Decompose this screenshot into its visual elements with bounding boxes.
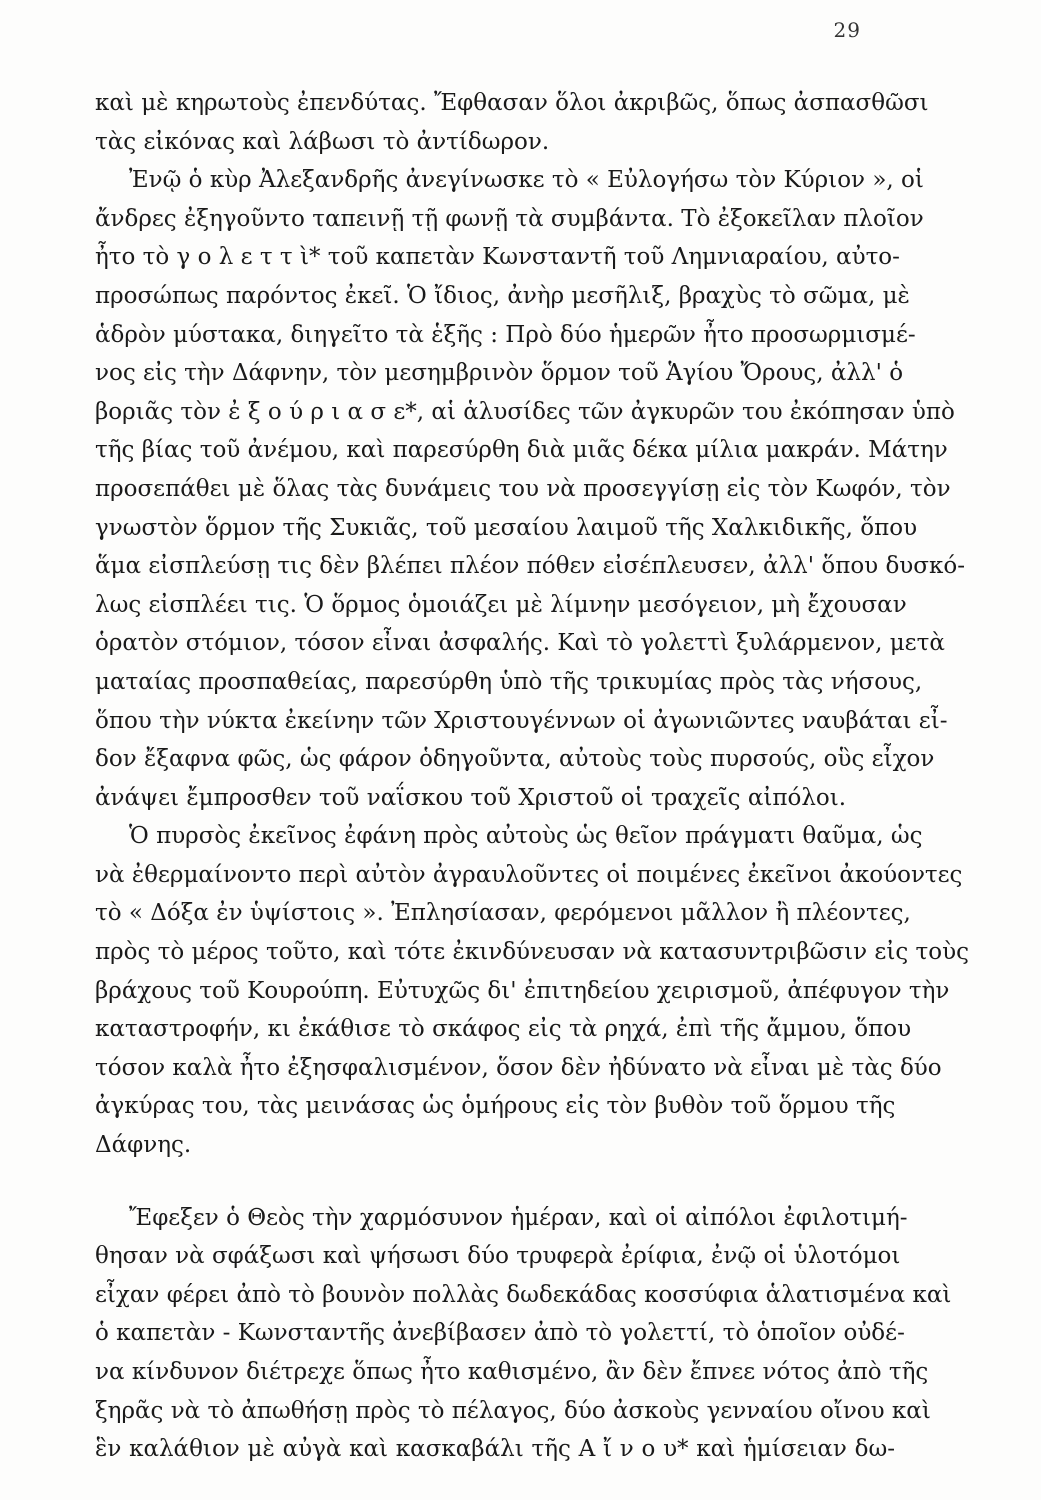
text-line: Ὁ πυρσὸς ἐκεῖνος ἐφάνη πρὸς αὐτοὺς ὡς θεῖον πράγματι θαῦμα, ὡς: [129, 823, 923, 850]
text-line: τόσον καλὰ ἦτο ἐξησφαλισμένον, ὅσον δὲν ἠδύνατο νὰ εἶναι μὲ τὰς δύο: [95, 1054, 942, 1081]
text-line: Δάφνης.: [95, 1132, 192, 1159]
text-line: καταστροφήν, κι ἐκάθισε τὸ σκάφος εἰς τὰ ρηχά, ἐπὶ τῆς ἄμμου, ὅπου: [95, 1016, 912, 1043]
text-line: βράχους τοῦ Κουρούπη. Εὐτυχῶς δι' ἐπιτηδείου χειρισμοῦ, ἀπέφυγον τὴν: [95, 977, 950, 1004]
text-line: προσώπως παρόντος ἐκεῖ. Ὁ ἴδιος, ἀνὴρ μεσῆλιξ, βραχὺς τὸ σῶμα, μὲ: [95, 282, 910, 309]
paragraph-2: [95, 161, 965, 817]
text-line: δον ἔξαφνα φῶς, ὡς φάρον ὁδηγοῦντα, αὐτοὺς τοὺς πυρσούς, οὓς εἶχον: [95, 746, 935, 773]
text-line: γνωστὸν ὅρμον τῆς Συκιᾶς, τοῦ μεσαίου λαιμοῦ τῆς Χαλκιδικῆς, ὅπου: [95, 514, 918, 541]
text-line: Ἔφεξεν ὁ Θεὸς τὴν χαρμόσυνον ἡμέραν, καὶ οἱ αἰπόλοι ἐφιλοτιμή-: [129, 1204, 908, 1231]
text-line: εἶχαν φέρει ἀπὸ τὸ βουνὸν πολλὰς δωδεκάδας κοσσύφια ἁλατισμένα καὶ: [95, 1281, 952, 1308]
page-number: 29: [833, 18, 861, 42]
text-line: νος εἰς τὴν Δάφνην, τὸν μεσημβρινὸν ὅρμον τοῦ Ἁγίου Ὄρους, ἀλλ' ὁ: [95, 360, 904, 387]
text-line: να κίνδυνον διέτρεχε ὅπως ἦτο καθισμένο, ἂν δὲν ἔπνεε νότος ἀπὸ τῆς: [95, 1359, 929, 1385]
text-line: ἦτο τὸ γ ο λ ε τ τ ὶ* τοῦ καπετὰν Κωνσταντῆ τοῦ Λημνιαραίου, αὐτο-: [95, 244, 900, 271]
body-text: [95, 84, 969, 1469]
text-line: ἅμα εἰσπλεύσῃ τις δὲν βλέπει πλέον πόθεν εἰσέπλευσεν, ἀλλ' ὅπου δυσκό-: [95, 553, 965, 580]
text-line: ἄνδρες ἐξηγοῦντο ταπεινῇ τῇ φωνῇ τὰ συμβάντα. Τὸ ἐξοκεῖλαν πλοῖον: [95, 205, 924, 232]
text-line: λως εἰσπλέει τις. Ὁ ὅρμος ὁμοιάζει μὲ λίμνην μεσόγειον, μὴ ἔχουσαν: [95, 591, 907, 618]
text-line: καὶ μὲ κηρωτοὺς ἐπενδύτας. Ἔφθασαν ὅλοι ἀκριβῶς, ὅπως ἀσπασθῶσι: [95, 90, 929, 116]
paragraph-1: [95, 84, 929, 161]
text-line: ἓν καλάθιον μὲ αὐγὰ καὶ κασκαβάλι τῆς Α ἴ ν ο υ* καὶ ἡμίσειαν δω-: [95, 1436, 895, 1463]
text-line: ματαίας προσπαθείας, παρεσύρθη ὑπὸ τῆς τρικυμίας πρὸς τὰς νήσους,: [95, 668, 923, 695]
text-line: ὁ καπετὰν - Κωνσταντῆς ἀνεβίβασεν ἀπὸ τὸ γολεττί, τὸ ὁποῖον οὐδέ-: [95, 1320, 905, 1347]
text-line: ὁρατὸν στόμιον, τόσον εἶναι ἀσφαλής. Καὶ τὸ γολεττὶ ξυλάρμενον, μετὰ: [95, 630, 945, 657]
text-line: ἁδρὸν μύστακα, διηγεῖτο τὰ ἑξῆς : Πρὸ δύο ἡμερῶν ἦτο προσωρμισμέ-: [95, 321, 916, 348]
text-line: βοριᾶς τὸν ἐ ξ ο ύ ρ ι α σ ε*, αἱ ἁλυσίδες τῶν ἀγκυρῶν του ἐκόπησαν ὑπὸ: [95, 398, 955, 425]
text-line: τὰς εἰκόνας καὶ λάβωσι τὸ ἀντίδωρον.: [95, 128, 550, 155]
text-line: ὅπου τὴν νύκτα ἐκείνην τῶν Χριστουγέννων οἱ ἀγωνιῶντες ναυβάται εἶ-: [95, 707, 948, 734]
text-line: ἀνάψει ἔμπροσθεν τοῦ ναΐσκου τοῦ Χριστοῦ οἱ τραχεῖς αἰπόλοι.: [95, 784, 847, 811]
text-line: τὸ « Δόξα ἐν ὑψίστοις ». Ἐπλησίασαν, φερόμενοι μᾶλλον ἢ πλέοντες,: [95, 900, 911, 927]
paragraph-4: [95, 1199, 952, 1469]
paragraph-spacer: [95, 1165, 895, 1199]
text-line: Ἐνῷ ὁ κὺρ Ἀλεξανδρῆς ἀνεγίνωσκε τὸ « Εὐλογήσω τὸν Κύριον », οἱ: [129, 167, 924, 194]
text-line: πρὸς τὸ μέρος τοῦτο, καὶ τότε ἐκινδύνευσαν νὰ κατασυντριβῶσιν εἰς τοὺς: [95, 939, 969, 966]
text-line: προσεπάθει μὲ ὅλας τὰς δυνάμεις του νὰ προσεγγίσῃ εἰς τὸν Κωφόν, τὸν: [95, 475, 951, 502]
text-line: νὰ ἐθερμαίνοντο περὶ αὐτὸν ἀγραυλοῦντες οἱ ποιμένες ἐκεῖνοι ἀκούοντες: [95, 861, 963, 888]
text-line: ἀγκύρας του, τὰς μεινάσας ὡς ὁμήρους εἰς τὸν βυθὸν τοῦ ὅρμου τῆς: [95, 1093, 896, 1120]
paragraph-3: [95, 817, 969, 1164]
text-line: τῆς βίας τοῦ ἀνέμου, καὶ παρεσύρθη διὰ μιᾶς δέκα μίλια μακράν. Μάτην: [95, 437, 948, 464]
text-line: ξηρᾶς νὰ τὸ ἀπωθήσῃ πρὸς τὸ πέλαγος, δύο ἀσκοὺς γενναίου οἴνου καὶ: [95, 1397, 931, 1424]
text-line: θησαν νὰ σφάξωσι καὶ ψήσωσι δύο τρυφερὰ ἐρίφια, ἐνῷ οἱ ὑλοτόμοι: [95, 1243, 901, 1270]
